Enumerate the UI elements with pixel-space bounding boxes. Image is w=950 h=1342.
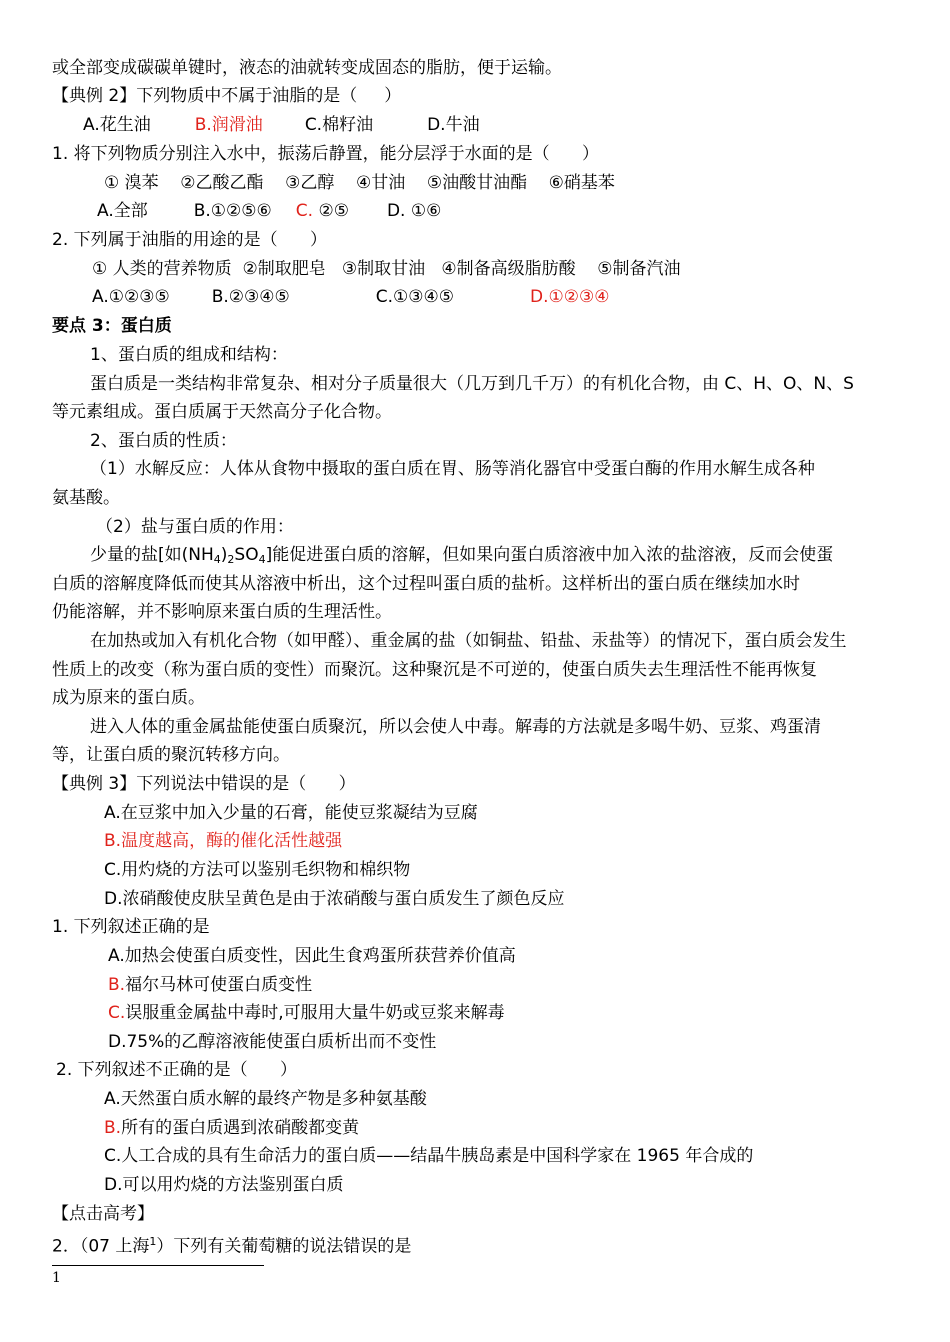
paragraph: 等，让蛋白质的聚沉转移方向。 xyxy=(52,745,290,765)
option-c-text: ②⑤ xyxy=(313,201,349,221)
option-b: B.所有的蛋白质遇到浓硝酸都变黄 xyxy=(104,1118,360,1138)
option-a: A.①②③⑤ xyxy=(92,287,170,307)
paragraph: 性质上的改变（称为蛋白质的变性）而聚沉。这种聚沉是不可逆的，使蛋白质失去生理活性不能再恢复 xyxy=(52,660,817,680)
option-d: D. ①⑥ xyxy=(386,201,442,221)
option-b: B.①②⑤⑥ xyxy=(193,201,272,221)
paragraph: （1）水解反应：人体从食物中摄取的蛋白质在胃、肠等消化器官中受蛋白酶的作用水解生成各种 xyxy=(90,459,815,479)
subheading-structure: 1、蛋白质的组成和结构： xyxy=(90,345,288,365)
option-c: C.人工合成的具有生命活力的蛋白质——结晶牛胰岛素是中国科学家在 1965 年合成的 xyxy=(104,1146,754,1166)
paragraph: 蛋白质是一类结构非常复杂、相对分子质量很大（几万到几千万）的有机化合物，由 C、H、O、N、S xyxy=(90,374,854,394)
option-a: A.花生油 xyxy=(83,115,151,135)
paragraph: 在加热或加入有机化合物（如甲醛）、重金属的盐（如铜盐、铅盐、汞盐等）的情况下，蛋白质会发生 xyxy=(90,631,847,651)
paragraph: 进入人体的重金属盐能使蛋白质聚沉，所以会使人中毒。解毒的方法就是多喝牛奶、豆浆、鸡蛋清 xyxy=(90,717,821,737)
intro-line: 或全部变成碳碳单键时，液态的油就转变成固态的脂肪，便于运输。 xyxy=(52,58,562,78)
paragraph-salt: 少量的盐[如$(NH_4)_2SO_4$]能促进蛋白质的溶解，但如果向蛋白质溶液中加入浓的盐溶液，反而会使蛋 xyxy=(90,545,834,566)
q3-stem: 1. 下列叙述正确的是 xyxy=(52,917,210,937)
option-b: B.福尔马林可使蛋白质变性 xyxy=(108,975,313,995)
option-c: C.①③④⑤ xyxy=(375,287,454,307)
footnote-separator xyxy=(52,1265,264,1266)
option-d: D.牛油 xyxy=(427,115,480,135)
section-heading: 要点 3：蛋白质 xyxy=(52,316,172,336)
q1-items: ① 溴苯 ②乙酸乙酯 ③乙醇 ④甘油 ⑤油酸甘油酯 ⑥硝基苯 xyxy=(104,173,615,193)
paragraph: 氨基酸。 xyxy=(52,488,120,508)
q1-stem: 1. 将下列物质分别注入水中，振荡后静置，能分层浮于水面的是（ ） xyxy=(52,144,600,164)
example2-question: 【典例 2】下列物质中不属于油脂的是（ ） xyxy=(52,86,402,106)
exam-heading: 【点击高考】 xyxy=(52,1204,154,1224)
example2-heading xyxy=(52,84,401,108)
example3-question: 【典例 3】下列说法中错误的是（ ） xyxy=(52,774,356,794)
option-a: A.全部 xyxy=(97,201,148,221)
option-c-letter-answer: C. xyxy=(108,1003,126,1023)
example2-options xyxy=(83,113,480,137)
option-c: C.用灼烧的方法可以鉴别毛织物和棉织物 xyxy=(104,860,411,880)
option-d: D.75%的乙醇溶液能使蛋白质析出而不变性 xyxy=(108,1032,437,1052)
q2-items: ① 人类的营养物质 ②制取肥皂 ③制取甘油 ④制备高级脂肪酸 ⑤制备汽油 xyxy=(92,259,681,279)
paragraph: 仍能溶解，并不影响原来蛋白质的生理活性。 xyxy=(52,602,392,622)
option-c-letter-answer: C. xyxy=(295,201,314,221)
subheading-salt: （2）盐与蛋白质的作用： xyxy=(96,517,294,537)
exam-question: 2．（07 上海$^1$）下列有关葡萄糖的说法错误的是 xyxy=(52,1235,412,1257)
option-b-answer: B.润滑油 xyxy=(194,115,263,135)
option-b: B.②③④⑤ xyxy=(211,287,290,307)
option-c: C.棉籽油 xyxy=(304,115,374,135)
option-d-answer: D.①②③④ xyxy=(529,287,610,307)
footnote-number: 1 xyxy=(52,1270,61,1286)
q2-options xyxy=(92,285,609,309)
option-a: A.天然蛋白质水解的最终产物是多种氨基酸 xyxy=(104,1089,427,1109)
subheading-properties: 2、蛋白质的性质： xyxy=(90,431,237,451)
q4-stem: 2. 下列叙述不正确的是（ ） xyxy=(56,1060,298,1080)
option-b-letter-answer: B. xyxy=(104,1118,122,1138)
option-d: D.可以用灼烧的方法鉴别蛋白质 xyxy=(104,1175,344,1195)
paragraph: 等元素组成。蛋白质属于天然高分子化合物。 xyxy=(52,402,392,422)
paragraph: 成为原来的蛋白质。 xyxy=(52,688,205,708)
option-a: A.加热会使蛋白质变性，因此生食鸡蛋所获营养价值高 xyxy=(108,946,516,966)
option-a: A.在豆浆中加入少量的石膏，能使豆浆凝结为豆腐 xyxy=(104,803,478,823)
paragraph: 白质的溶解度降低而使其从溶液中析出，这个过程叫蛋白质的盐析。这样析出的蛋白质在继续加水时 xyxy=(52,574,800,594)
option-b-letter-answer: B. xyxy=(108,975,126,995)
q1-options xyxy=(97,199,441,223)
option-c: C.误服重金属盐中毒时,可服用大量牛奶或豆浆来解毒 xyxy=(108,1003,505,1023)
option-b-answer: B.温度越高，酶的催化活性越强 xyxy=(104,831,343,851)
q2-stem: 2. 下列属于油脂的用途的是（ ） xyxy=(52,230,328,250)
option-d: D.浓硝酸使皮肤呈黄色是由于浓硝酸与蛋白质发生了颜色反应 xyxy=(104,889,565,909)
